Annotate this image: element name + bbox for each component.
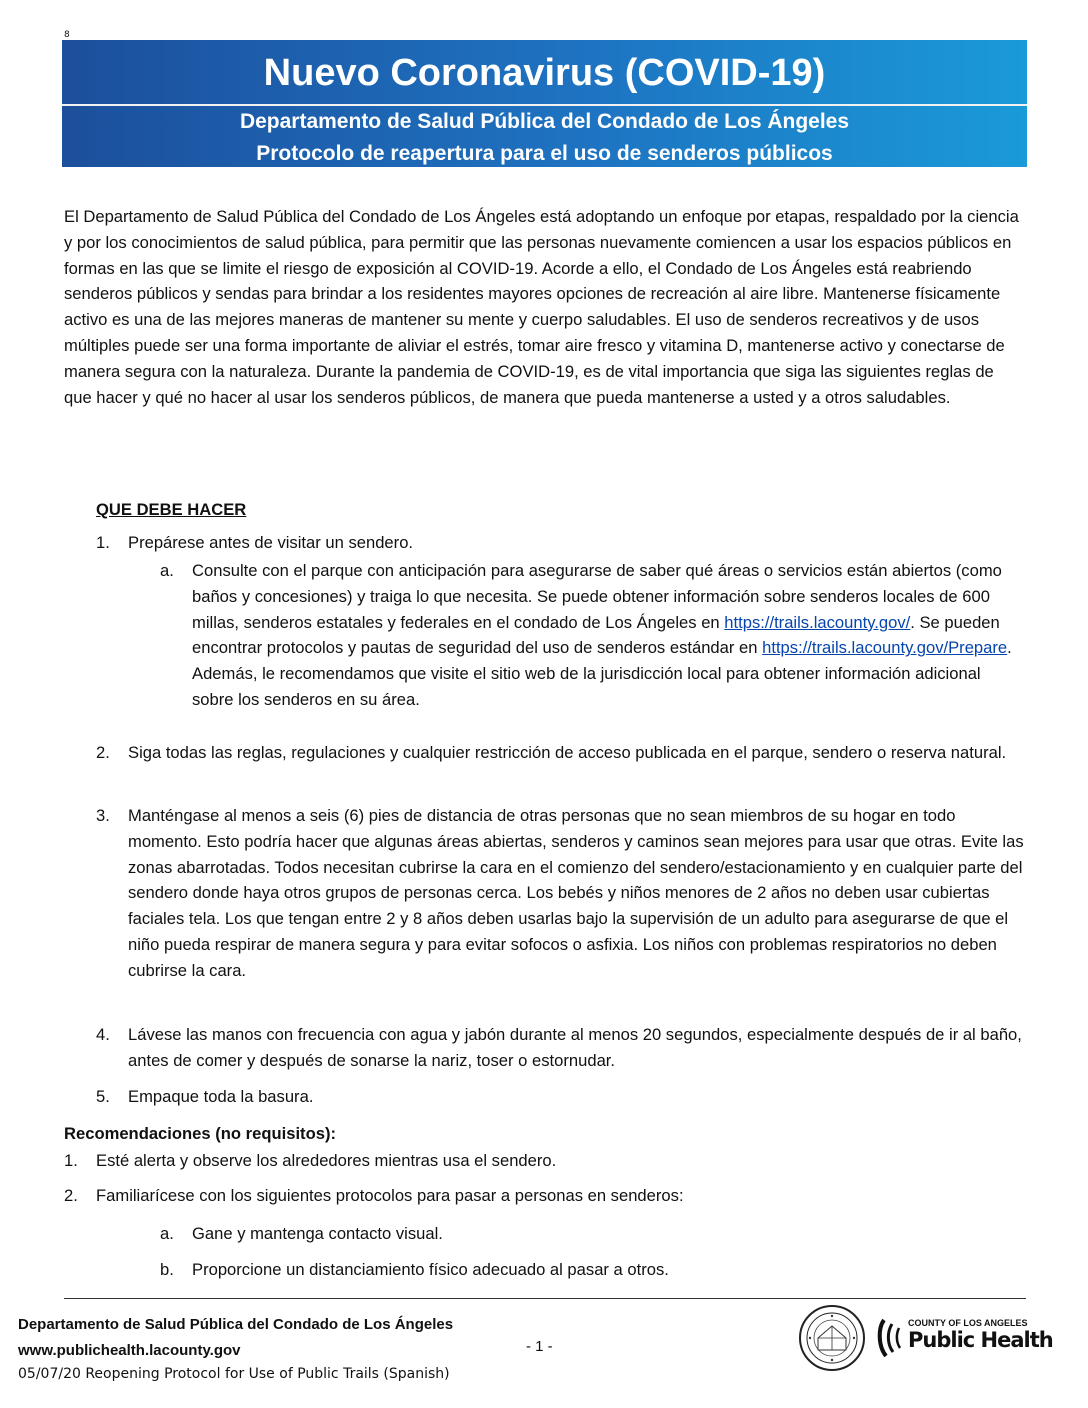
footer-website[interactable]: www.publichealth.lacounty.gov <box>18 1342 241 1359</box>
trails-link[interactable]: https://trails.lacounty.gov/ <box>724 612 911 632</box>
list-text: Manténgase al menos a seis (6) pies de distancia de otras personas que no sean miembros de su hogar en todo momento. Esto podría hacer que algunas áreas abiertas, senderos y caminos sean mejores para usar que otras. Evite las zonas abarrotadas. Todos necesitan cubrirse la cara en el comienzo del sendero/estacionamiento y en cualquier parte del sendero donde haya otros grupos de personas cerca. Los bebés y niños menores de 2 años no deben usar cubiertas faciales tela. Los que tengan entre 2 y 8 años deben usarlas bajo la supervisión de un adulto para asegurarse de que el niño pueda respirar de manera segura y para evitar sofocos o asfixia. Los niños con problemas respiratorios no deben cubrirse la cara. <box>128 806 1024 980</box>
list-text: Prepárese antes de visitar un sendero. <box>128 533 414 552</box>
list-text: Esté alerta y observe los alrededores mientras usa el sendero. <box>96 1151 557 1170</box>
figures-icon <box>874 1316 906 1360</box>
list-text: Gane y mantenga contacto visual. <box>192 1224 443 1243</box>
list-text: Siga todas las reglas, regulaciones y cualquier restricción de acceso publicada en el parque, sendero o reserva natural. <box>128 743 1007 762</box>
trails-prepare-link[interactable]: https://trails.lacounty.gov/Prepare <box>762 638 1008 658</box>
recommendations-heading: Recomendaciones (no requisitos): <box>64 1124 336 1143</box>
list-number: 2. <box>96 743 110 762</box>
list-text <box>192 558 1020 713</box>
list-letter: a. <box>160 561 174 580</box>
footer-divider <box>64 1298 1026 1299</box>
logo-county-text: COUNTY OF LOS ANGELES <box>908 1318 1028 1328</box>
list-letter: b. <box>160 1260 174 1279</box>
list-number: 1. <box>64 1151 78 1170</box>
page-mark: 8 <box>64 30 70 40</box>
list-number: 2. <box>64 1186 78 1205</box>
logo-public-health-text: Public Health <box>908 1328 1053 1352</box>
subtitle-line-1: Departamento de Salud Pública del Condado de Los Ángeles <box>239 110 850 133</box>
public-health-logo-icon <box>874 1316 1053 1360</box>
list-number: 1. <box>96 533 110 552</box>
list-letter: a. <box>160 1224 174 1243</box>
page-number: - 1 - <box>526 1338 553 1355</box>
intro-paragraph: El Departamento de Salud Pública del Condado de Los Ángeles está adoptando un enfoque por etapas, respaldado por la ciencia y por los conocimientos de salud pública, para permitir que las personas nuevamente comiencen a usar los espacios públicos en formas en las que se limite el riesgo de exposición al COVID-19. Acorde a ello, el Condado de Los Ángeles está reabriendo senderos públicos y sendas para brindar a los residentes mayores opciones de recreación al aire libre. Mantenerse físicamente activo es una de las mejores maneras de mantener su mente y cuerpo saludables. El uso de senderos recreativos y de usos múltiples puede ser una forma importante de aliviar el estrés, tomar aire fresco y vitamina D, mantenerse activo y conectarse de manera segura con la naturaleza. Durante la pandemia de COVID-19, es de vital importancia que siga las siguientes reglas de que hacer y qué no hacer al usar los senderos públicos, de manera que pueda mantenerse a usted y a otros saludables. <box>64 207 1019 407</box>
list-text: Familiarícese con los siguientes protocolos para pasar a personas en senderos: <box>96 1186 684 1205</box>
document-subtitle <box>62 106 1027 170</box>
text-segment: . Se pueden encontrar protocolos y pautas de seguridad del uso de senderos estándar en <box>192 612 1000 658</box>
list-number: 3. <box>96 806 110 825</box>
do-section-heading: QUE DEBE HACER <box>96 500 247 519</box>
subtitle-line-2: Protocolo de reapertura para el uso de senderos públicos <box>256 142 833 165</box>
text-segment: . Además, le recomendamos que visite el sitio web de la jurisdicción local para obtener información adicional sobre los senderos en su área. <box>192 638 1012 709</box>
list-number: 4. <box>96 1025 110 1044</box>
list-text: Proporcione un distanciamiento físico adecuado al pasar a otros. <box>192 1260 669 1279</box>
document-title: Nuevo Coronavirus (COVID-19) <box>263 52 826 94</box>
list-number: 5. <box>96 1087 110 1106</box>
list-text: Lávese las manos con frecuencia con agua y jabón durante al menos 20 segundos, especialmente después de ir al baño, antes de comer y después de sonarse la nariz, toser o estornudar. <box>128 1025 1022 1070</box>
title-banner <box>62 40 1027 167</box>
footer-document-id: 05/07/20 Reopening Protocol for Use of Public Trails (Spanish) <box>18 1366 450 1382</box>
text-segment: Consulte con el parque con anticipación para asegurarse de saber qué áreas o servicios están abiertos (como baños y concesiones) y traiga lo que necesita. Se puede obtener información sobre senderos locales de 600 millas, senderos estatales y federales en el condado de Los Ángeles en <box>192 561 1002 632</box>
list-text: Empaque toda la basura. <box>128 1087 314 1106</box>
county-seal-icon <box>798 1304 866 1372</box>
footer-department: Departamento de Salud Pública del Condado de Los Ángeles <box>18 1316 454 1333</box>
